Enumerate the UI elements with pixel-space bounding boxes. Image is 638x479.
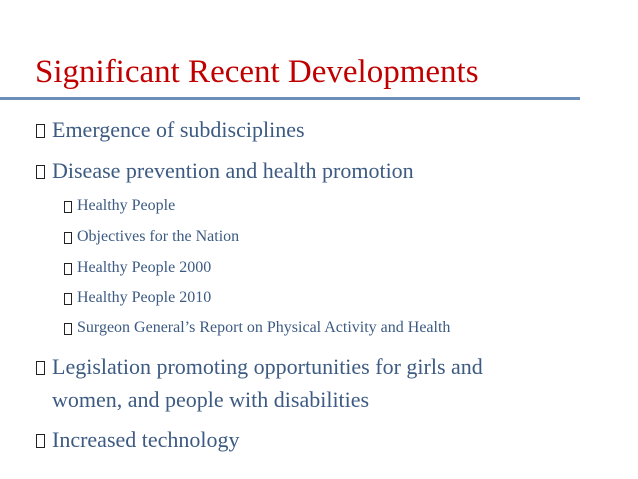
square-bullet-icon — [64, 293, 72, 305]
square-bullet-icon — [36, 165, 45, 179]
square-bullet-icon — [36, 434, 45, 448]
bullet-text: Increased technology — [52, 427, 240, 452]
bullet-text: Disease prevention and health promotion — [52, 158, 414, 183]
square-bullet-icon — [36, 124, 45, 138]
sub-bullet-text: Healthy People 2010 — [77, 289, 212, 306]
slide-title: Significant Recent Developments — [35, 54, 479, 90]
bullet-text-line1: Legislation promoting opportunities for girls and — [52, 354, 483, 379]
bullet-text: Emergence of subdisciplines — [52, 117, 305, 142]
title-underline — [0, 97, 580, 100]
sub-bullet-text: Healthy People — [77, 197, 176, 214]
square-bullet-icon — [64, 263, 72, 275]
square-bullet-icon — [64, 232, 72, 244]
square-bullet-icon — [36, 361, 45, 375]
sub-bullet-text: Objectives for the Nation — [77, 228, 240, 245]
square-bullet-icon — [64, 323, 72, 335]
square-bullet-icon — [64, 201, 72, 213]
bullet-text-line2: women, and people with disabilities — [52, 387, 370, 412]
sub-bullet-text: Healthy People 2000 — [77, 259, 212, 276]
sub-bullet-text: Surgeon General’s Report on Physical Activity and Health — [77, 319, 451, 336]
